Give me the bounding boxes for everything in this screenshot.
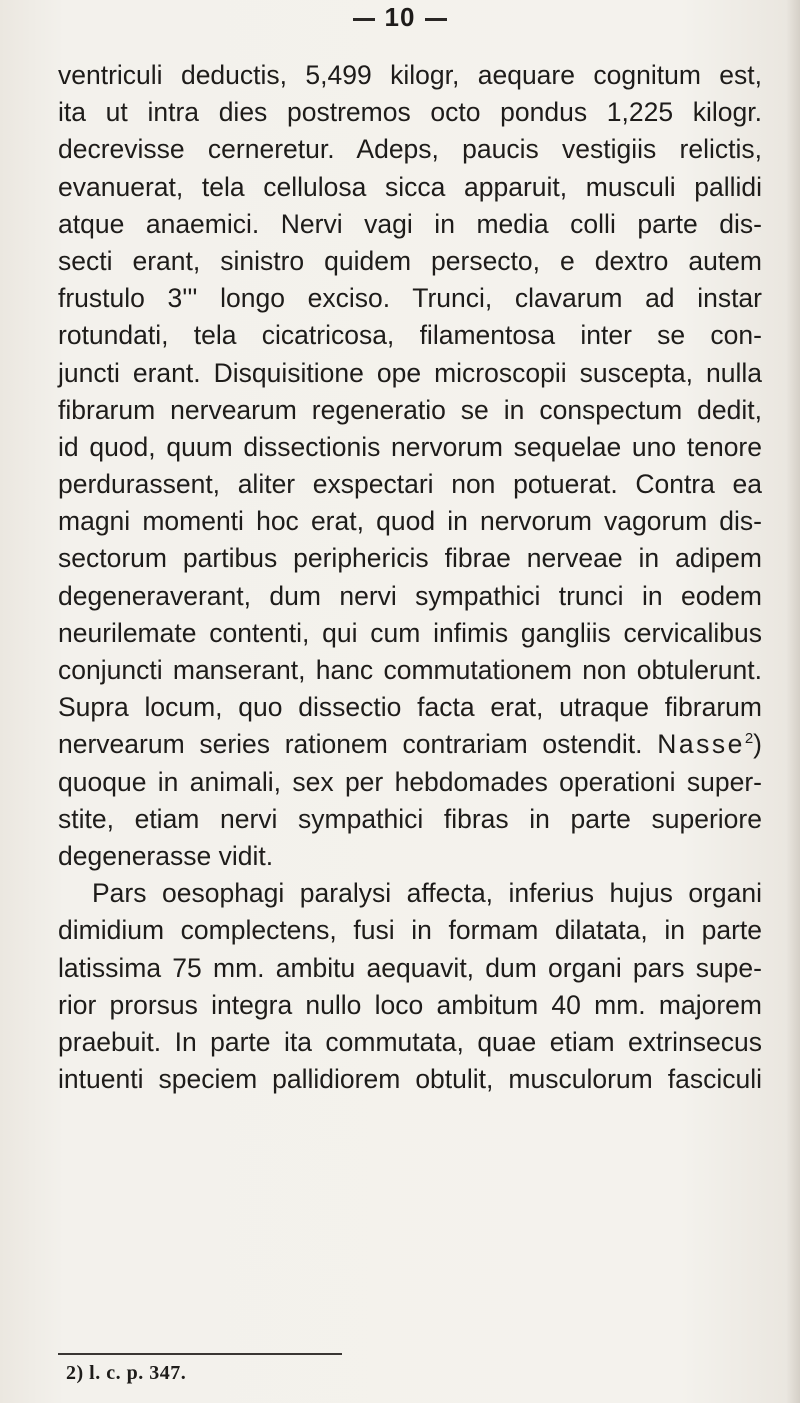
text-line: atque anaemici. Nervi vagi in media colli parte dis- [58, 208, 762, 239]
text-line: juncti erant. Disquisitione ope microscopii suscepta, nulla [58, 357, 762, 388]
text-line: stite, etiam nervi sympathici fibras in parte superiore [58, 803, 762, 834]
text-line: decrevisse cerneretur. Adeps, paucis vestigiis relictis, [58, 134, 762, 165]
page-number: 10 [384, 2, 416, 32]
footnote: 2) l. c. p. 347. [66, 1362, 187, 1384]
text-line: conjuncti manserant, hanc commutationem non obtulerunt. [58, 655, 762, 685]
text-line: quoque in animali, sex per hebdomades operationi super- [58, 766, 762, 797]
text-line: frustulo 3''' longo exciso. Trunci, clavarum ad instar [58, 283, 762, 314]
text-line: evanuerat, tela cellulosa sicca apparuit, musculi pallidi [58, 171, 762, 202]
text-line: intuenti speciem pallidiorem obtulit, musculorum fasciculi [58, 1064, 762, 1095]
text-line: ita ut intra dies postremos octo pondus 1,225 kilogr. [58, 97, 762, 128]
text-line: perdurassent, aliter exspectari non potuerat. Contra ea [58, 469, 762, 500]
footnote-marker: 2 [744, 730, 754, 748]
page-header [0, 2, 800, 33]
text-line: secti erant, sinistro quidem persecto, e dextro autem [58, 245, 762, 276]
text-line: dimidium complectens, fusi in formam dilatata, in parte [58, 915, 762, 946]
line-text: nervearum series rationem contrariam ostendit. [58, 729, 643, 760]
text-line: degeneraverant, dum nervi sympathici trunci in eodem [58, 580, 762, 611]
text-line-paragraph-start: Pars oesophagi paralysi affecta, inferius hujus organi [92, 878, 762, 909]
footnote-marker-paren: ) [753, 729, 762, 760]
text-line-paragraph-end: degenerasse vidit. [58, 840, 274, 871]
text-line: sectorum partibus periphericis fibrae nerveae in adipem [58, 543, 762, 574]
text-line: Supra locum, quo dissectio facta erat, utraque fibrarum [58, 692, 762, 723]
page-edge-shadow [786, 0, 800, 1403]
cited-author: Nasse [657, 729, 745, 760]
body-text [58, 57, 762, 1098]
header-dash-right [425, 18, 447, 21]
text-line: ventriculi deductis, 5,499 kilogr, aequare cognitum est, [58, 60, 762, 90]
text-line: rotundati, tela cicatricosa, filamentosa inter se con- [58, 320, 762, 351]
text-line: fibrarum nervearum regeneratio se in conspectum dedit, [58, 394, 762, 425]
text-line-citation [58, 726, 762, 763]
text-line: magni momenti hoc erat, quod in nervorum vagorum dis- [58, 506, 762, 537]
header-dash-left [353, 18, 375, 21]
text-line: rior prorsus integra nullo loco ambitum 40 mm. majorem [58, 989, 762, 1020]
text-line: id quod, quum dissectionis nervorum sequelae uno tenore [58, 431, 762, 462]
text-line: praebuit. In parte ita commutata, quae etiam extrinsecus [58, 1026, 762, 1057]
text-line: latissima 75 mm. ambitu aequavit, dum organi pars supe- [58, 952, 762, 983]
text-line: neurilemate contenti, qui cum infimis gangliis cervicalibus [58, 617, 762, 648]
footnote-divider [58, 1353, 342, 1355]
